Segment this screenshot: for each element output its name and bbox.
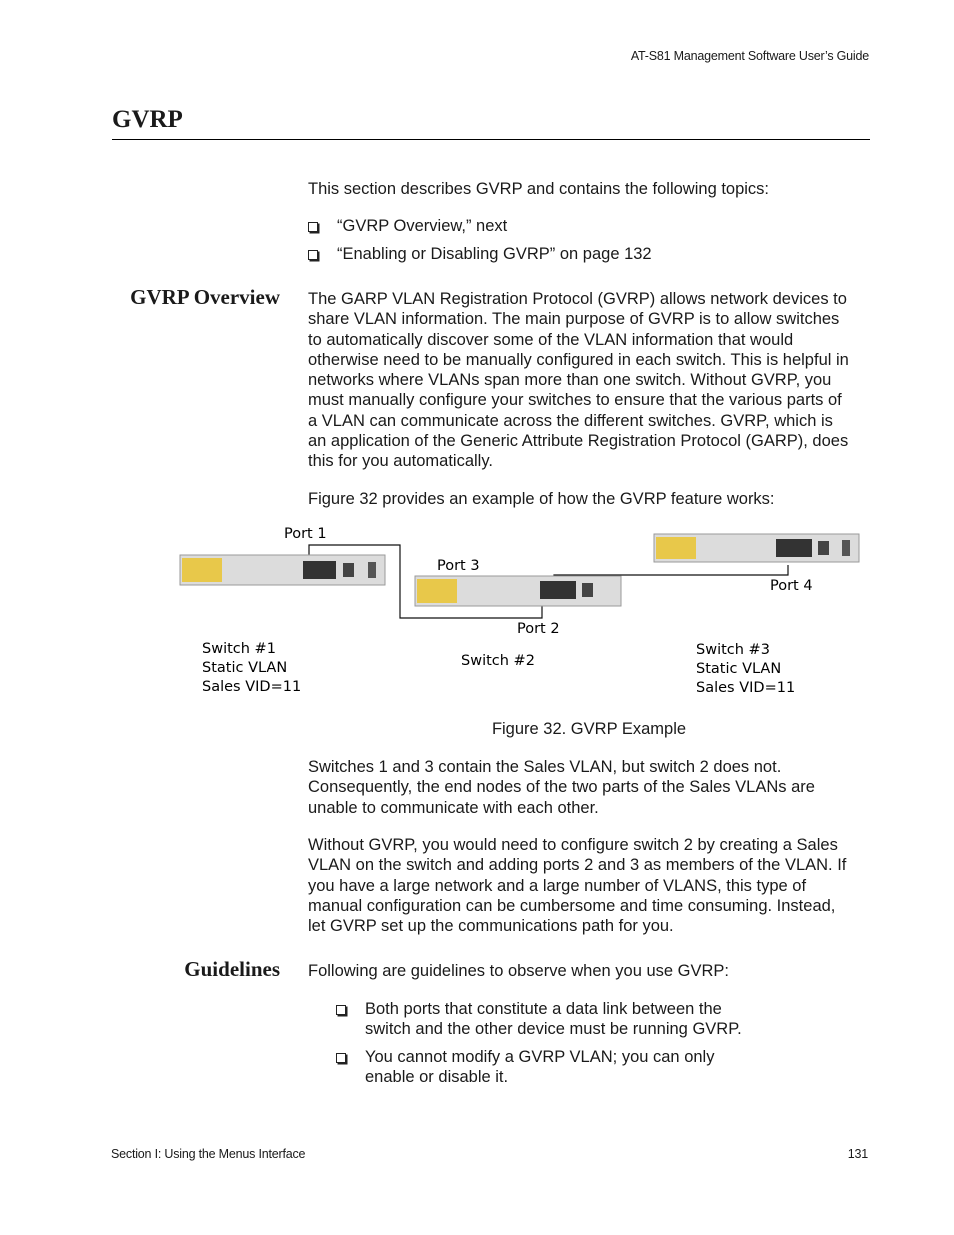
topic-link[interactable]: “Enabling or Disabling GVRP” on page 132 — [337, 245, 652, 263]
guidelines-intro: Following are guidelines to observe when you use GVRP: — [308, 962, 729, 980]
guideline-item — [336, 1047, 856, 1088]
overview-paragraph — [308, 289, 874, 472]
text-line: networks where VLANs span more than one switch. Without GVRP, you — [308, 371, 832, 390]
switch1-name: Switch #1 — [202, 641, 276, 657]
text-line: Switches 1 and 3 contain the Sales VLAN, but switch 2 does not. — [308, 758, 782, 776]
text-line: You cannot modify a GVRP VLAN; you can only — [365, 1048, 715, 1066]
text-line: switch and the other device must be running GVRP. — [365, 1020, 742, 1039]
checkbox-bullet-icon — [336, 1005, 346, 1015]
text-line: share VLAN information. The main purpose of GVRP is to allow switches — [308, 310, 840, 329]
text-line: The GARP VLAN Registration Protocol (GVRP) allows network devices to — [308, 290, 847, 308]
text-line: Without GVRP, you would need to configure switch 2 by creating a Sales — [308, 836, 838, 854]
guideline-item — [336, 999, 856, 1040]
text-line: to automatically discover some of the VLAN information that would — [308, 330, 794, 349]
text-line: unable to communicate with each other. — [308, 798, 599, 817]
topic-item — [308, 216, 874, 236]
guideline-text — [365, 999, 742, 1040]
figure-intro: Figure 32 provides an example of how the GVRP feature works: — [308, 490, 775, 508]
checkbox-bullet-icon — [308, 222, 318, 232]
checkbox-bullet-icon — [308, 250, 318, 260]
text-line: this for you automatically. — [308, 452, 493, 471]
topic-item — [308, 244, 874, 264]
switch-2-device — [415, 576, 621, 606]
section-heading-guidelines: Guidelines — [184, 957, 280, 981]
switch2-name: Switch #2 — [461, 653, 535, 669]
switch3-name: Switch #3 — [696, 642, 770, 658]
text-line: a VLAN can communicate across the different switches. GVRP, which is — [308, 411, 833, 430]
page-number: 131 — [847, 1147, 868, 1161]
port2-label: Port 2 — [517, 621, 560, 637]
footer-section: Section I: Using the Menus Interface — [111, 1147, 306, 1161]
switch-3-device — [654, 534, 859, 562]
paragraph-without-gvrp — [308, 835, 874, 936]
switch3-vlan: Static VLAN — [696, 661, 782, 677]
text-line: Both ports that constitute a data link between the — [365, 1000, 722, 1018]
switch1-vlan: Static VLAN — [202, 660, 288, 676]
port4-label: Port 4 — [770, 578, 813, 594]
gvrp-diagram — [170, 520, 870, 705]
diagram-svg — [170, 520, 870, 705]
page-title: GVRP — [112, 106, 183, 133]
port1-label: Port 1 — [284, 526, 327, 542]
guideline-text — [365, 1047, 714, 1088]
text-line: Consequently, the end nodes of the two parts of the Sales VLANs are — [308, 778, 815, 797]
topic-link[interactable]: “GVRP Overview,” next — [337, 217, 508, 235]
text-line: let GVRP set up the communications path for you. — [308, 917, 674, 936]
text-line: VLAN on the switch and adding ports 2 and 3 as members of the VLAN. If — [308, 856, 847, 875]
text-line: otherwise need to be manually configured in each switch. This is helpful in — [308, 350, 849, 369]
switch3-vid: Sales VID=11 — [696, 680, 796, 696]
switch-1-device — [180, 555, 385, 585]
switch1-vid: Sales VID=11 — [202, 679, 302, 695]
section-heading-overview: GVRP Overview — [130, 285, 280, 309]
port3-label: Port 3 — [437, 558, 480, 574]
intro-text: This section describes GVRP and contains the following topics: — [308, 180, 770, 198]
title-rule — [112, 139, 870, 140]
text-line: an application of the Generic Attribute Registration Protocol (GARP), does — [308, 432, 849, 451]
figure-caption: Figure 32. GVRP Example — [491, 720, 687, 738]
running-header: AT-S81 Management Software User’s Guide — [630, 49, 869, 63]
text-line: must manually configure your switches to ensure that the various parts of — [308, 391, 842, 410]
text-line: enable or disable it. — [365, 1068, 509, 1087]
checkbox-bullet-icon — [336, 1053, 346, 1063]
text-line: you have a large network and a large number of VLANS, this type of — [308, 876, 807, 895]
text-line: manual configuration can be cumbersome and time consuming. Instead, — [308, 896, 836, 915]
paragraph-switches — [308, 757, 874, 818]
